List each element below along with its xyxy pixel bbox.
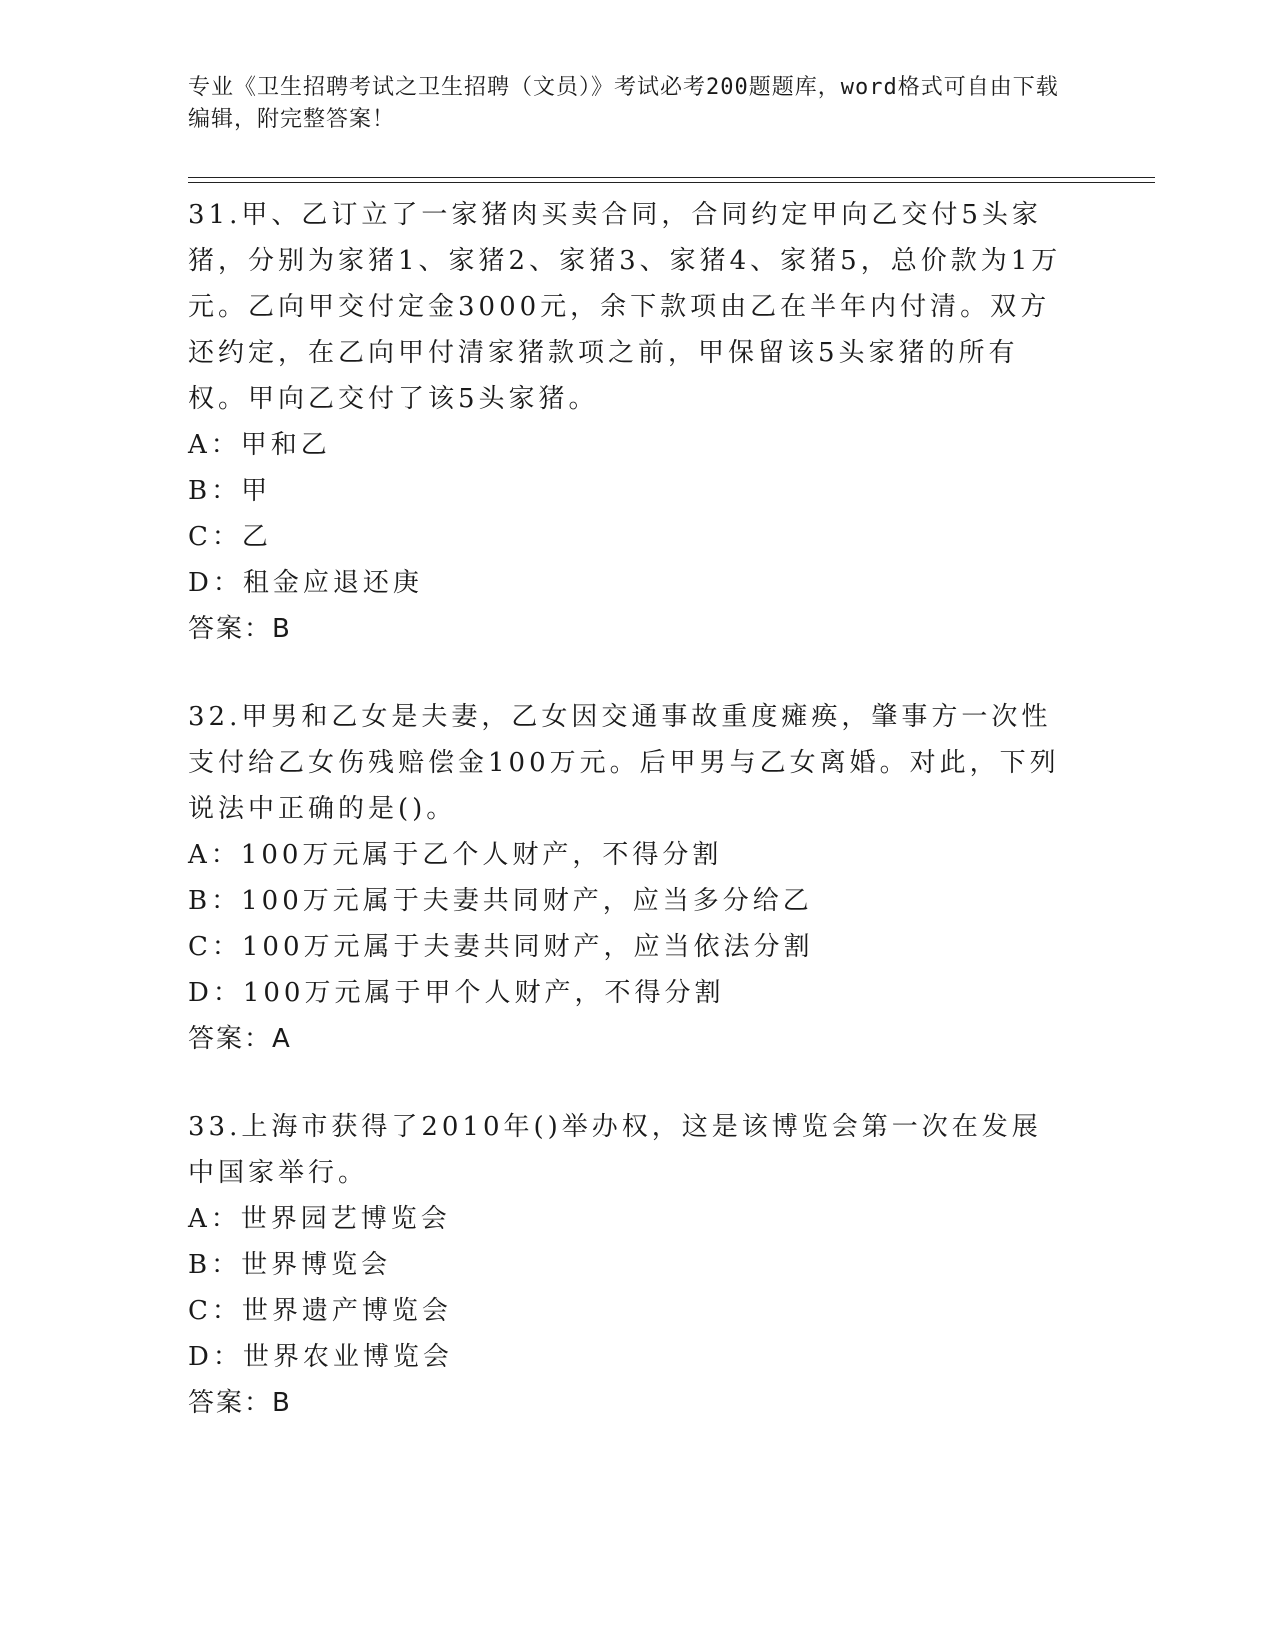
option-c: C：100万元属于夫妻共同财产，应当依法分割 [188,932,814,962]
question-list [188,192,1068,1468]
option-d: D：世界农业博览会 [188,1342,453,1372]
question-stem: 32.甲男和乙女是夫妻，乙女因交通事故重度瘫痪，肇事方一次性支付给乙女伤残赔偿金100万元。后甲男与乙女离婚。对此，下列说法中正确的是()。 [188,702,1060,824]
option-c: C：世界遗产博览会 [188,1296,452,1326]
option-b: B：100万元属于夫妻共同财产，应当多分给乙 [188,886,813,916]
header-divider-top [188,177,1155,178]
question-32 [188,694,1068,1062]
answer-label: 答案：A [188,1024,292,1054]
question-stem: 33.上海市获得了2010年()举办权，这是该博览会第一次在发展中国家举行。 [188,1112,1042,1188]
question-stem: 31.甲、乙订立了一家猪肉买卖合同，合同约定甲向乙交付5头家猪，分别为家猪1、家猪2、家猪3、家猪4、家猪5，总价款为1万元。乙向甲交付定金3000元，余下款项由乙在半年内付清。双方还约定，在乙向甲付清家猪款项之前，甲保留该5头家猪的所有权。甲向乙交付了该5头家猪。 [188,200,1062,414]
option-d: D：租金应退还庚 [188,568,423,598]
question-33 [188,1104,1068,1426]
document-header: 专业《卫生招聘考试之卫生招聘（文员）》考试必考200题题库，word格式可自由下载编辑，附完整答案！ [188,75,1059,132]
answer-label: 答案：B [188,1388,292,1418]
answer-label: 答案：B [188,614,292,644]
question-31 [188,192,1068,652]
option-a: A：100万元属于乙个人财产，不得分割 [188,840,723,870]
option-c: C：乙 [188,522,272,552]
option-a: A：甲和乙 [188,430,331,460]
header-divider-bottom [188,182,1155,183]
option-d: D：100万元属于甲个人财产，不得分割 [188,978,725,1008]
option-a: A：世界园艺博览会 [188,1204,451,1234]
option-b: B：世界博览会 [188,1250,392,1280]
option-b: B：甲 [188,476,272,506]
